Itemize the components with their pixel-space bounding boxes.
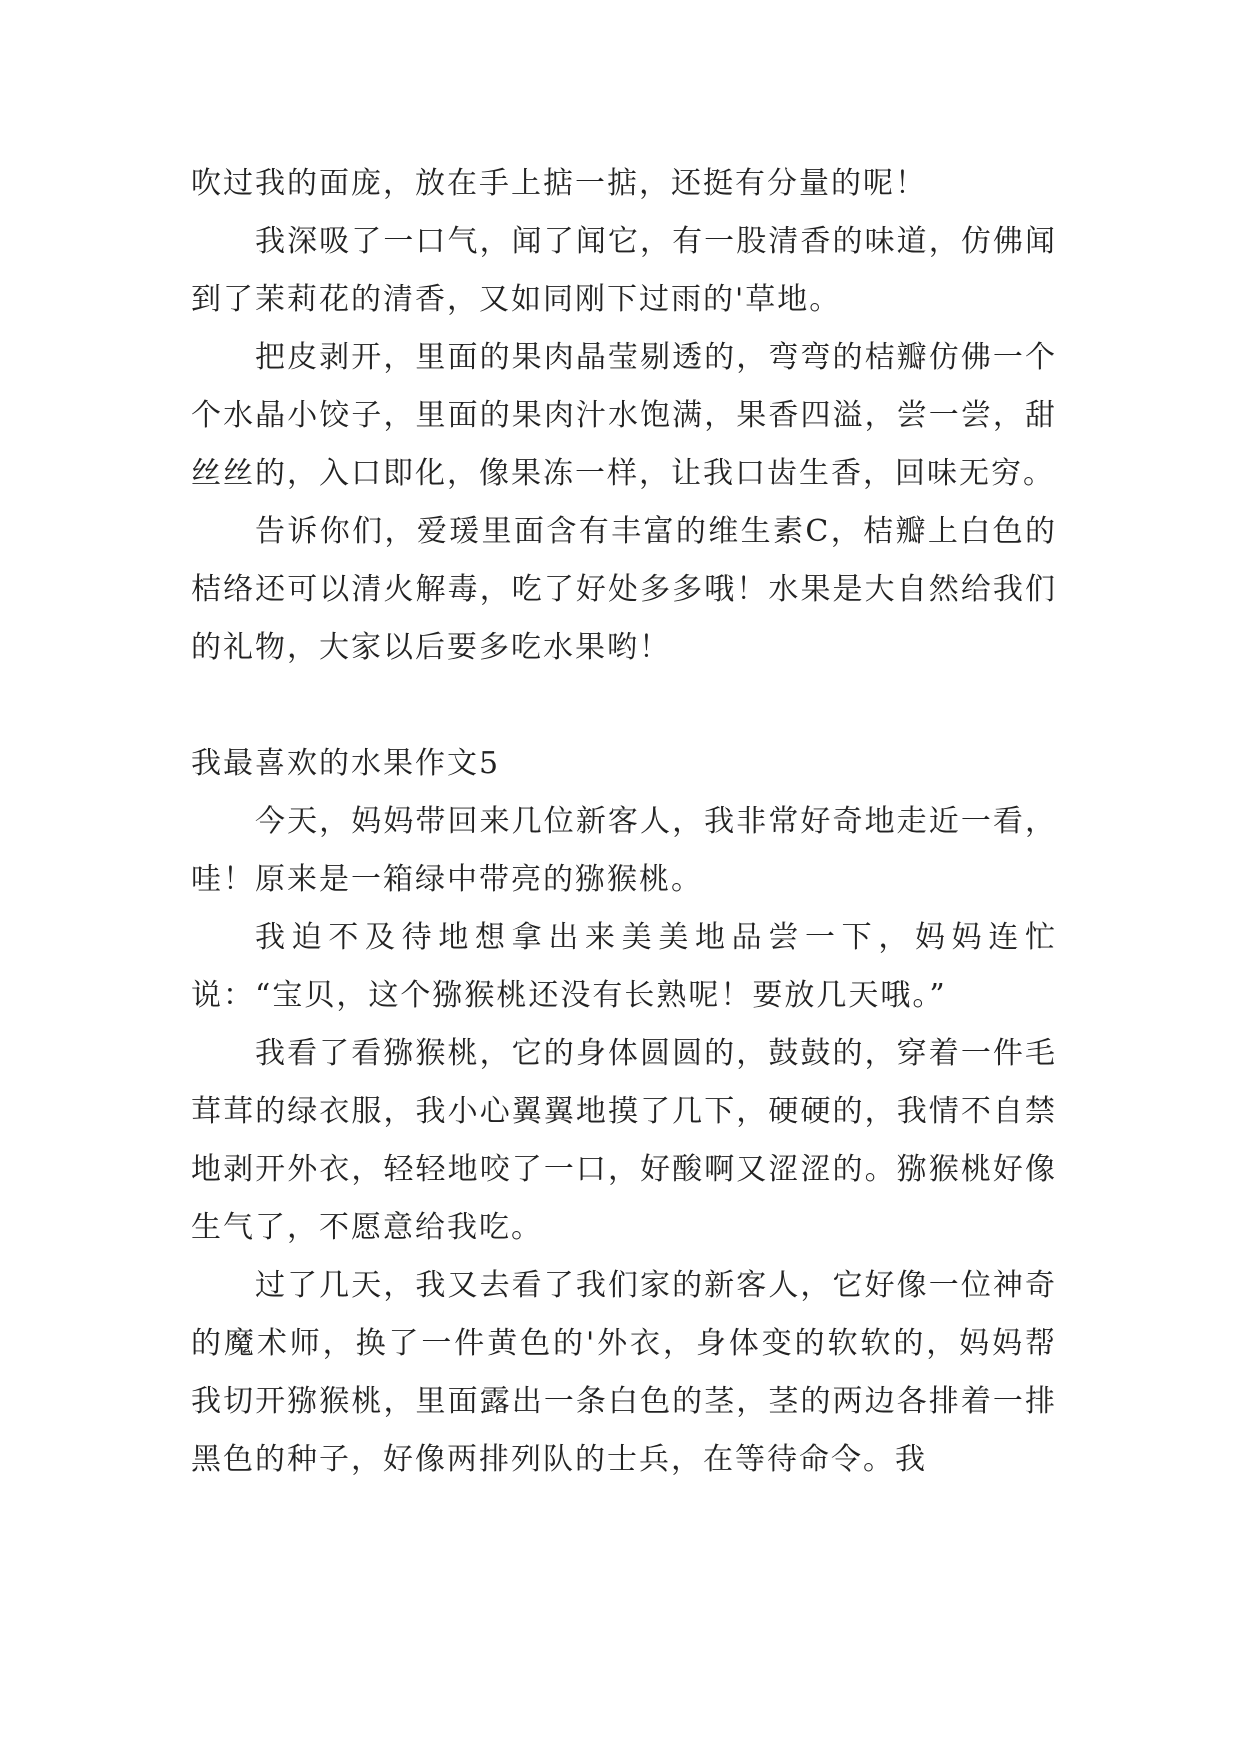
paragraph: 今天，妈妈带回来几位新客人，我非常好奇地走近一看，哇！原来是一箱绿中带亮的猕猴桃。 (191, 804, 1057, 897)
paragraph: 我看了看猕猴桃，它的身体圆圆的，鼓鼓的，穿着一件毛茸茸的绿衣服，我小心翼翼地摸了几下，硬硬的，我情不自禁地剥开外衣，轻轻地咬了一口，好酸啊又涩涩的。猕猴桃好像生气了，不愿意给我吃。 (191, 1036, 1057, 1245)
paragraph: 告诉你们，爱瑗里面含有丰富的维生素C，桔瓣上白色的桔络还可以清火解毒，吃了好处多多哦！水果是大自然给我们的礼物，大家以后要多吃水果哟！ (191, 514, 1057, 665)
paragraph: 过了几天，我又去看了我们家的新客人，它好像一位神奇的魔术师，换了一件黄色的'外衣，身体变的软软的，妈妈帮我切开猕猴桃，里面露出一条白色的茎，茎的两边各排着一排黑色的种子，好像两排列队的士兵，在等待命令。我 (191, 1268, 1057, 1477)
paragraph-continued: 吹过我的面庞，放在手上掂一掂，还挺有分量的呢！ (191, 166, 927, 201)
paragraph: 把皮剥开，里面的果肉晶莹剔透的，弯弯的桔瓣仿佛一个个水晶小饺子，里面的果肉汁水饱满，果香四溢，尝一尝，甜丝丝的，入口即化，像果冻一样，让我口齿生香，回味无穷。 (191, 340, 1057, 491)
paragraph: 我迫不及待地想拿出来美美地品尝一下，妈妈连忙说：“宝贝，这个猕猴桃还没有长熟呢！要放几天哦。” (191, 920, 1057, 1013)
paragraph: 我深吸了一口气，闻了闻它，有一股清香的味道，仿佛闻到了茉莉花的清香，又如同刚下过雨的'草地。 (191, 224, 1057, 317)
document-page (191, 155, 1057, 1489)
section-heading: 我最喜欢的水果作文5 (191, 746, 501, 781)
